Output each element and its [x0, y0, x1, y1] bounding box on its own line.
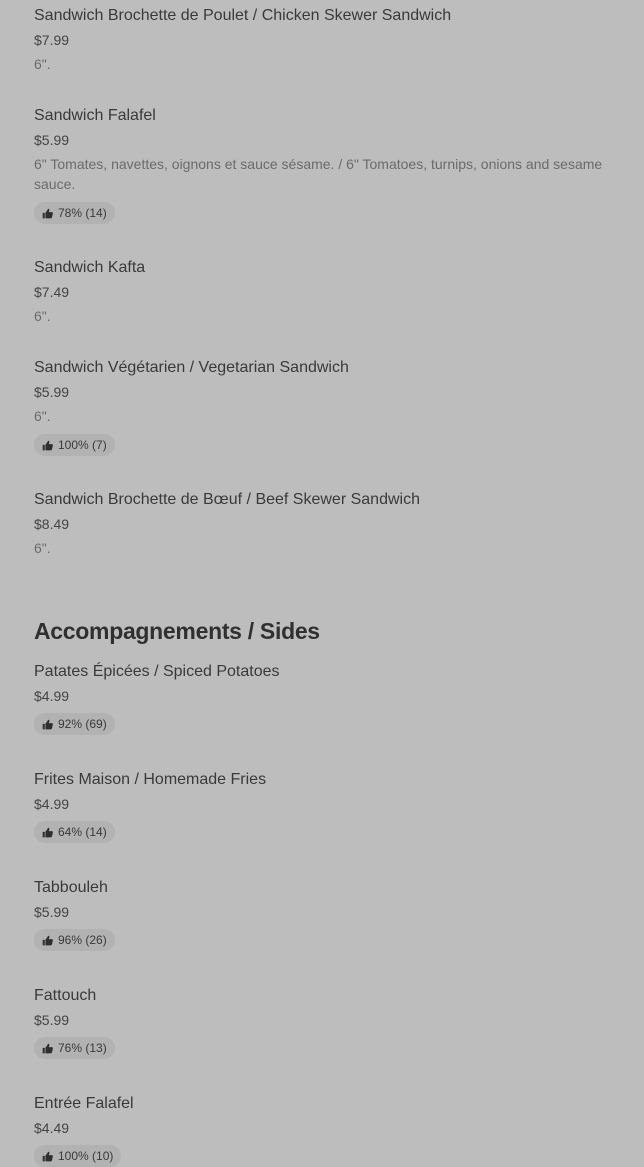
item-price: $5.99: [34, 384, 70, 400]
rating-text: 92% (69): [58, 717, 107, 731]
item-name: Sandwich Kafta: [34, 259, 146, 276]
item-description: 6" Tomates, navettes, oignons et sauce sésame. / 6" Tomatoes, turnips, onions and sesame sauce.: [34, 156, 603, 192]
thumbs-up-icon: [42, 827, 53, 838]
thumbs-up-icon: [42, 935, 53, 946]
item-name: Fattouch: [34, 987, 97, 1004]
rating-badge: [34, 202, 115, 224]
item-description: 6".: [34, 540, 51, 556]
rating-badge: [34, 929, 115, 951]
rating-badge: [34, 1037, 115, 1059]
menu-item-vegetarian-sandwich[interactable]: [34, 358, 620, 456]
rating-text: 96% (26): [58, 933, 107, 947]
item-price: $8.49: [34, 516, 70, 532]
menu-item-spiced-potatoes[interactable]: [34, 662, 620, 735]
thumbs-up-icon: [42, 719, 53, 730]
item-name: Frites Maison / Homemade Fries: [34, 771, 267, 788]
menu-item-tabbouleh[interactable]: [34, 878, 620, 951]
item-price: $4.99: [34, 796, 70, 812]
menu-item-fattouch[interactable]: [34, 986, 620, 1059]
item-name: Sandwich Falafel: [34, 107, 156, 124]
item-name: Sandwich Végétarien / Vegetarian Sandwich: [34, 359, 349, 376]
item-name: Sandwich Brochette de Bœuf / Beef Skewer Sandwich: [34, 491, 420, 508]
rating-text: 64% (14): [58, 825, 107, 839]
item-description: 6".: [34, 56, 51, 72]
item-price: $5.99: [34, 132, 70, 148]
item-price: $7.99: [34, 32, 70, 48]
menu-item-homemade-fries[interactable]: [34, 770, 620, 843]
section-title-sides: Accompagnements / Sides: [34, 618, 320, 644]
item-price: $5.99: [34, 904, 70, 920]
item-description: 6".: [34, 308, 51, 324]
item-price: $7.49: [34, 284, 70, 300]
rating-text: 76% (13): [58, 1041, 107, 1055]
thumbs-up-icon: [42, 1151, 53, 1162]
item-name: Sandwich Brochette de Poulet / Chicken Skewer Sandwich: [34, 7, 452, 24]
rating-text: 78% (14): [58, 206, 107, 220]
item-name: Tabbouleh: [34, 879, 108, 896]
item-price: $5.99: [34, 1012, 70, 1028]
thumbs-up-icon: [42, 208, 53, 219]
rating-badge: [34, 1145, 121, 1167]
item-name: Entrée Falafel: [34, 1095, 134, 1112]
menu-item-beef-skewer-sandwich[interactable]: [34, 490, 620, 558]
thumbs-up-icon: [42, 440, 53, 451]
menu-item-sandwich-falafel[interactable]: [34, 106, 620, 224]
item-description: 6".: [34, 408, 51, 424]
menu-item-sandwich-kafta[interactable]: [34, 258, 620, 326]
thumbs-up-icon: [42, 1043, 53, 1054]
item-name: Patates Épicées / Spiced Potatoes: [34, 663, 280, 680]
rating-badge: [34, 713, 115, 735]
rating-text: 100% (7): [58, 438, 107, 452]
rating-badge: [34, 821, 115, 843]
rating-text: 100% (10): [58, 1149, 114, 1163]
item-price: $4.99: [34, 688, 70, 704]
menu-item-chicken-skewer-sandwich[interactable]: [34, 6, 620, 74]
menu-item-entree-falafel[interactable]: [34, 1094, 620, 1167]
rating-badge: [34, 434, 115, 456]
item-price: $4.49: [34, 1120, 70, 1136]
